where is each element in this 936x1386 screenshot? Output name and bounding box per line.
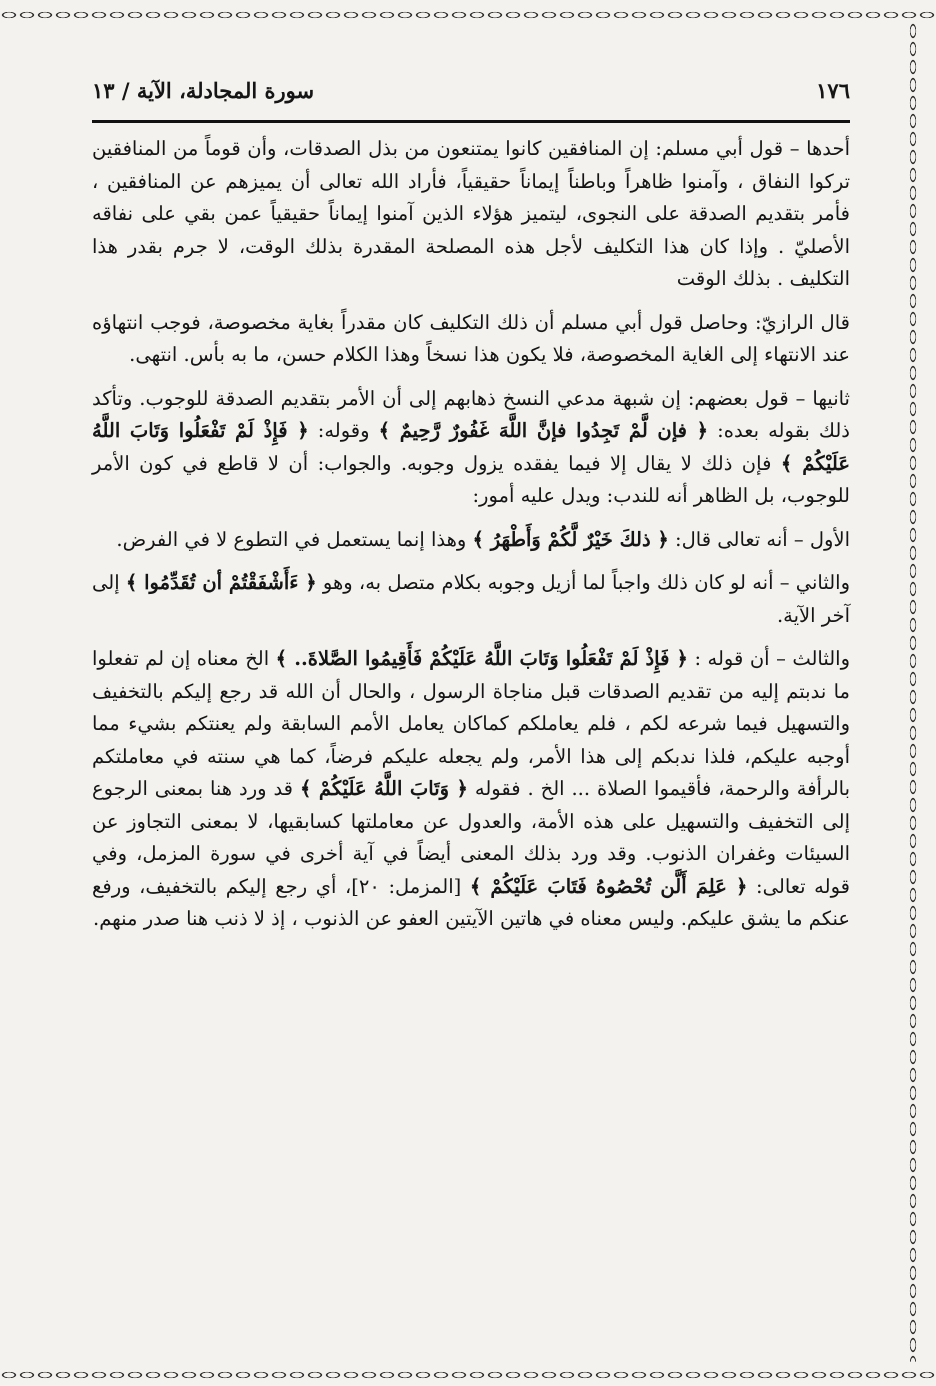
text-run: الأول – أنه تعالى قال: xyxy=(668,527,850,551)
text-run: وقوله: xyxy=(308,419,379,442)
paragraph xyxy=(92,643,850,936)
paragraph xyxy=(92,307,850,372)
text-run: أحدها – قول أبي مسلم: إن المنافقين كانوا يمتنعون من بذل الصدقات، وأن قوماً من المنافقين تركوا النفاق ، وآمنوا ظاهراً وباطناً إيماناً حقيقياً، فأراد الله تعالى أن يميزهم عن المنافقين ، فأمر بتقديم الصدقة على النجوى، ليتميز هؤلاء الذين آمنوا إيماناً حقيقياً عمن بقي على نفاقه الأصليّ . وإذا كان هذا التكليف لأجل هذه المصلحة المقدرة بذلك الوقت، لا جرم بقدر هذا التكليف . بذلك الوقت xyxy=(92,137,850,290)
quran-quote: ﴿ وَتَابَ اللَّهُ عَلَيْكُمْ ﴾ xyxy=(299,777,468,800)
book-page xyxy=(92,78,850,936)
quran-quote: ﴿ فَإِذْ لَمْ تَفْعَلُوا وَتَابَ اللَّهُ عَلَيْكُمْ ﴾ xyxy=(92,419,850,475)
text-run: إلى آخر الآية. xyxy=(92,571,850,627)
paragraph xyxy=(92,133,850,296)
decorative-border-bottom xyxy=(0,1364,936,1386)
paragraph xyxy=(92,524,850,557)
quran-quote: ﴿ عَلِمَ أَلَّن تُحْصُوهُ فَتَابَ عَلَيْكُمْ ﴾ xyxy=(469,874,748,898)
running-title: سورة المجادلة، الآية / ١٣ xyxy=(92,78,315,103)
quran-quote: ﴿ ذلكَ خَيْرٌ لَّكُمْ وَأَطْهَرُ ﴾ xyxy=(472,527,669,551)
decorative-border-top xyxy=(0,4,936,26)
text-run: قال الرازيّ: وحاصل قول أبي مسلم أن ذلك التكليف كان مقدراً بغاية مخصوصة، فوجب انتهاؤه عند الانتهاء إلى الغاية المخصوصة، فلا يكون هذا نسخاً وهذا الكلام حسن، ما به بأس. انتهى. xyxy=(92,310,850,366)
paragraph xyxy=(92,567,850,632)
text-run: [المزمل: ٢٠]، أي رجع إليكم بالتخفيف، ورفع عنكم ما يشق عليكم. وليس معناه في هاتين الآيتين العفو عن الذنوب ، إذ لا ذنب هنا صدر منهم. xyxy=(92,874,850,930)
text-run: والثالث – أن قوله : xyxy=(687,647,851,670)
quran-quote: ﴿ فَإِذْ لَمْ تَفْعَلُوا وَتَابَ اللَّهُ عَلَيْكُمْ فَأَقِيمُوا الصَّلاةَ.. ﴾ xyxy=(275,647,688,670)
text-run: فإن ذلك لا يقال إلا فيما يفقده يزول وجوبه. والجواب: أن لا قاطع في كون الأمر للوجوب، بل الظاهر أنه للندب: ويدل عليه أمور: xyxy=(92,451,850,507)
text-run: وهذا إنما يستعمل في التطوع لا في الفرض. xyxy=(116,527,473,551)
text-run: الخ معناه إن لم تفعلوا ما ندبتم إليه من تقديم الصدقات قبل مناجاة الرسول ، والحال أن الله قد رجع إليكم بالتخفيف والتسهيل فيما شرعه لكم ، فلم يعاملكم كماكان يعامل الأمم السابقة ولم يعنتكم بشيء مما أوجبه عليكم، فلذا ندبكم إلى هذا الأمر، ولم يجعله عليكم فرضاً، كما هي سنته في معاملتكم بالرأفة والرحمة، فأقيموا الصلاة ... الخ . فقوله xyxy=(92,647,850,800)
text-run: والثاني – أنه لو كان ذلك واجباً لما أزيل وجوبه بكلام متصل به، وهو xyxy=(316,571,850,594)
text-run: قد ورد هنا بمعنى الرجوع إلى التخفيف والتسهيل على هذه الأمة، والعدول عن معاملتها كسابقيها، لا بمعنى التجاوز عن السيئات وغفران الذنوب. وقد ورد بذلك المعنى أيضاً في آية أخرى في سورة المزمل، وفي قوله تعالى: xyxy=(92,777,850,898)
quran-quote: ﴿ ءَأَشْفَقْتُمْ أن تُقَدِّمُوا ﴾ xyxy=(125,571,317,594)
running-header xyxy=(92,78,850,118)
body-text xyxy=(92,133,850,936)
header-rule xyxy=(92,120,850,123)
decorative-border-right xyxy=(902,22,924,1362)
page-number: ١٧٦ xyxy=(816,78,850,103)
paragraph xyxy=(92,383,850,513)
text-run: ثانيها – قول بعضهم: إن شبهة مدعي النسخ ذهابهم إلى أن الأمر بتقديم الصدقة للوجوب. وتأكد ذلك بقوله بعده: xyxy=(92,386,850,442)
quran-quote: ﴿ فإن لَّمْ تَجِدُوا فإنَّ اللَّهَ غَفُورٌ رَّحِيمٌ ﴾ xyxy=(378,419,709,442)
